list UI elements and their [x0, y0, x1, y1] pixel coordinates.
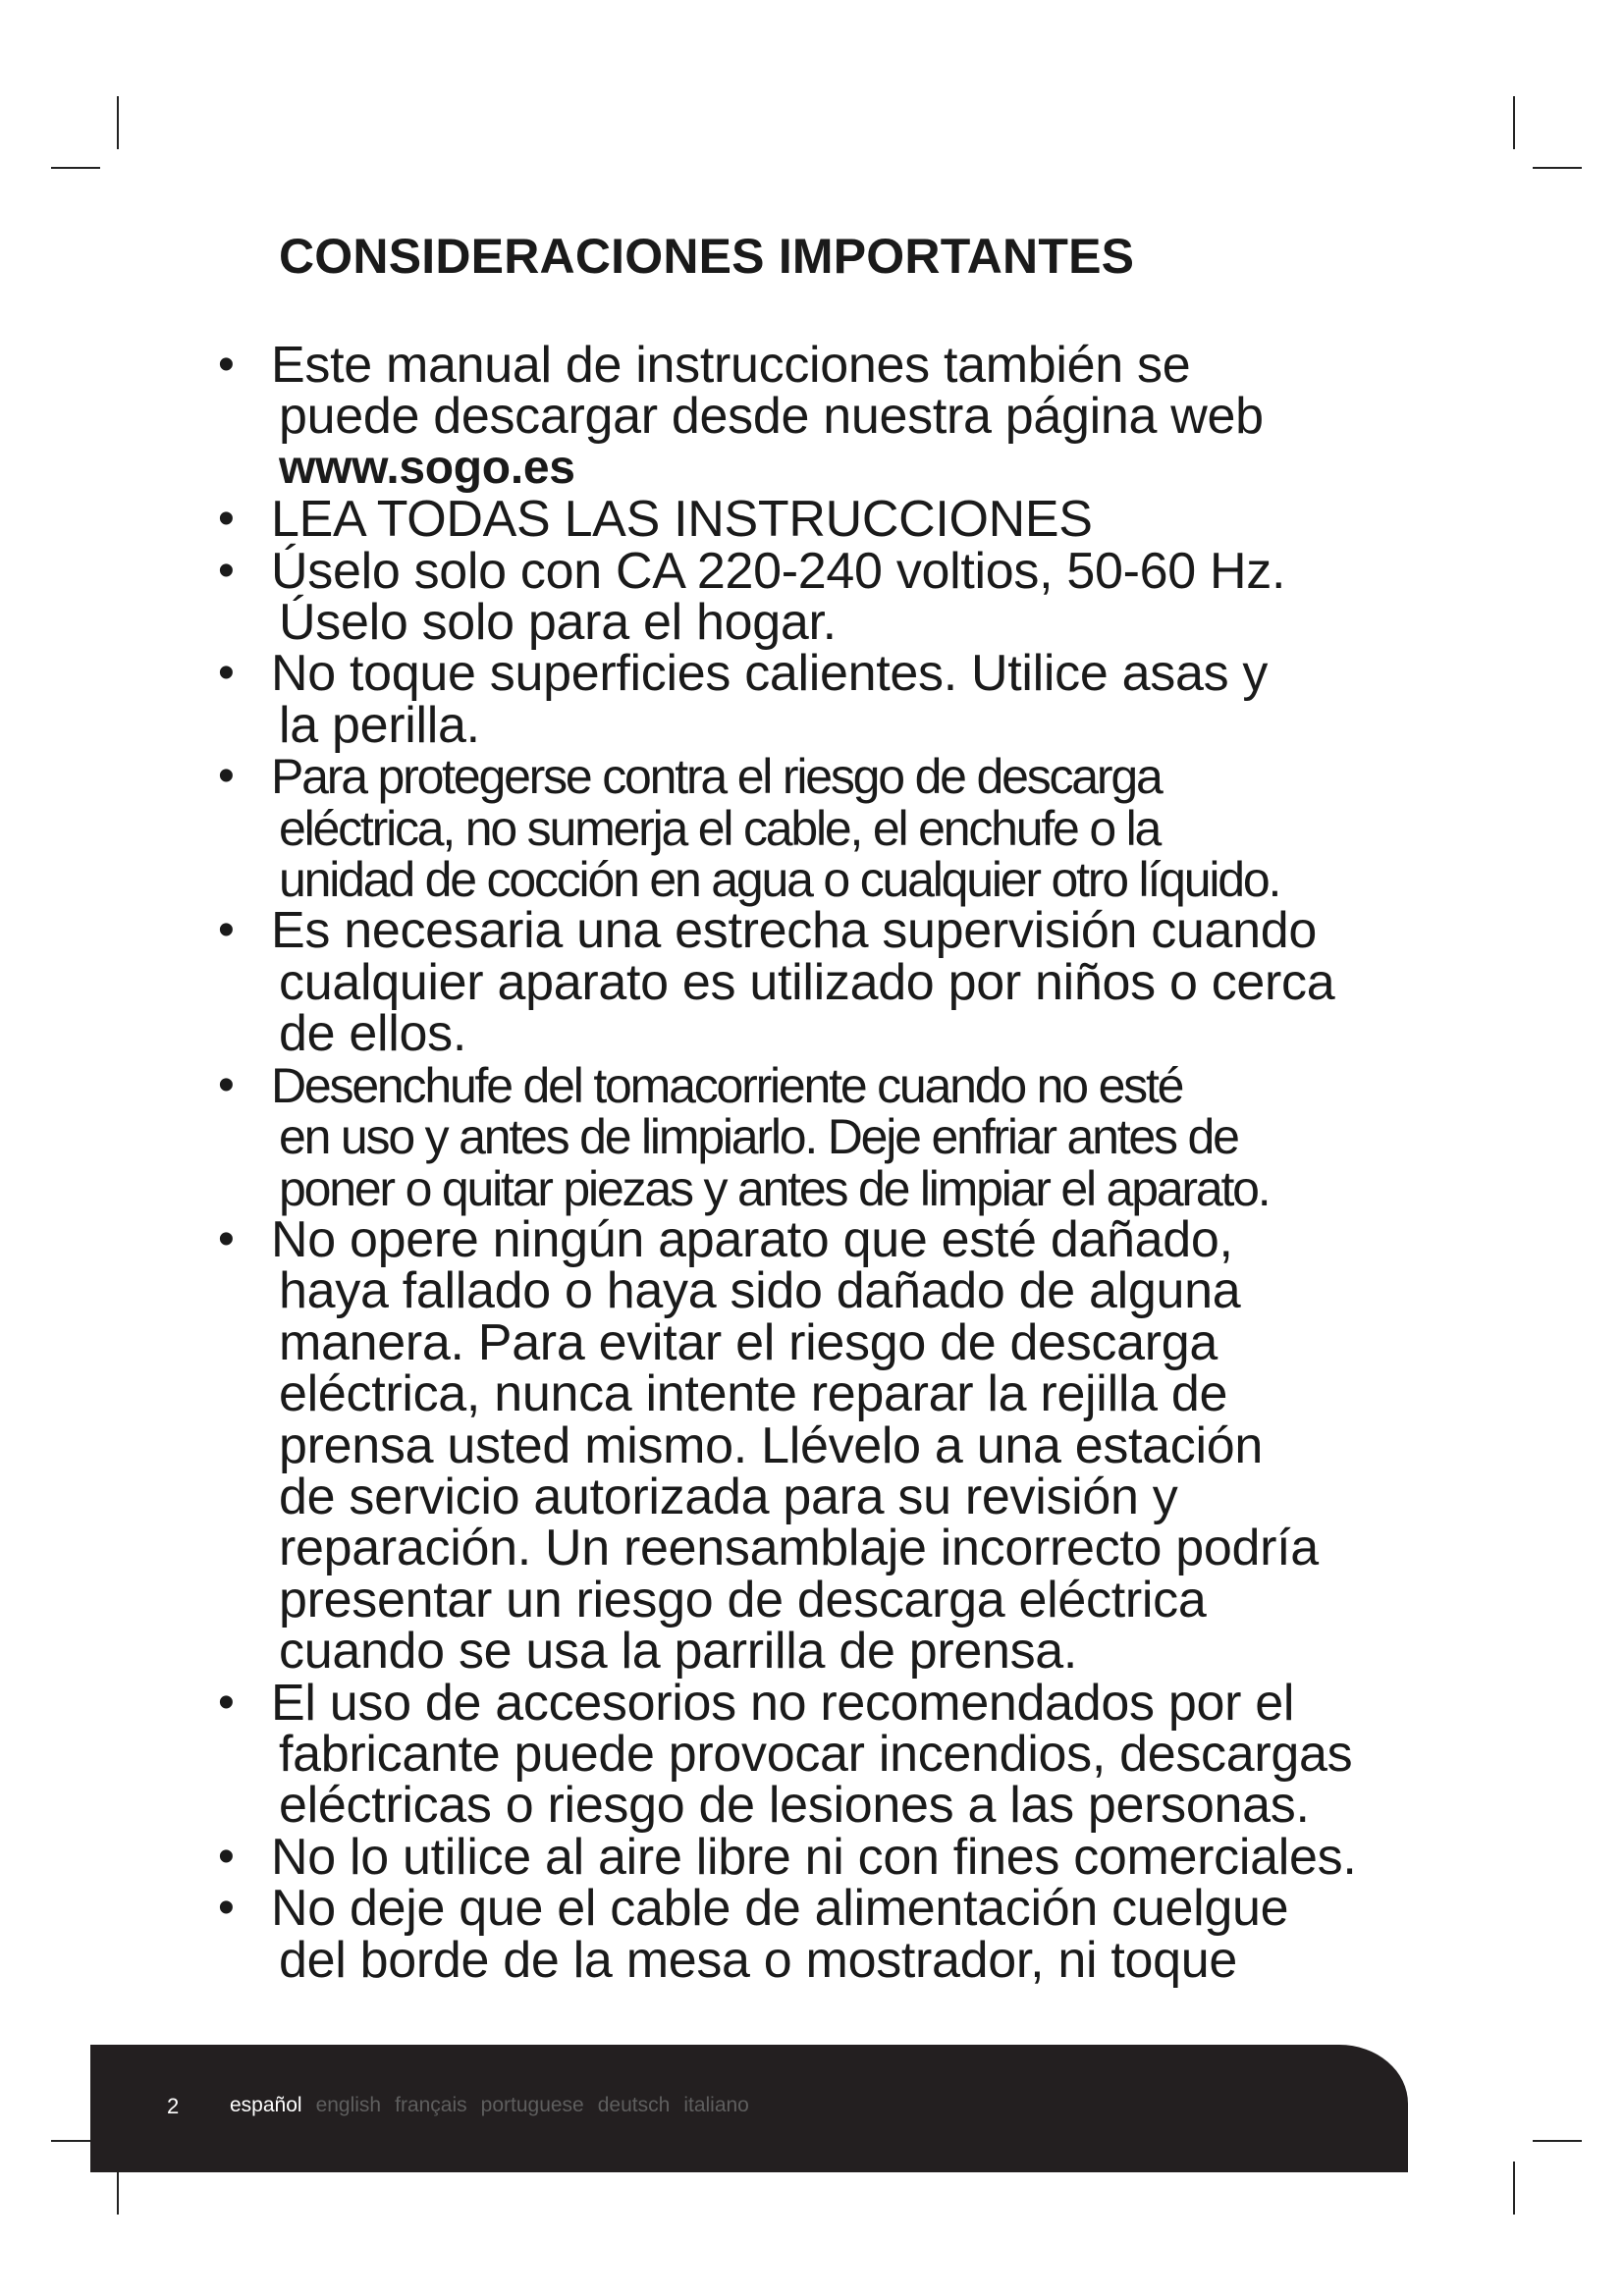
item-text-line: poner o quitar piezas y antes de limpiar el aparato. — [279, 1160, 1270, 1216]
crop-mark — [1513, 2162, 1515, 2215]
safety-list — [0, 337, 1624, 1989]
bullet-icon: • — [218, 493, 235, 546]
item-text-line: No opere ningún aparato que esté dañado, — [271, 1210, 1233, 1268]
list-item — [0, 1880, 1624, 1989]
crop-mark — [51, 167, 100, 169]
item-text-line: haya fallado o haya sido dañado de alguna — [279, 1262, 1241, 1320]
item-text-line: puede descargar desde nuestra página web — [279, 388, 1264, 446]
footer-bar — [90, 2045, 1408, 2172]
item-text-line: Para protegerse contra el riesgo de descarga — [271, 749, 1162, 805]
bullet-icon: • — [218, 1676, 235, 1729]
crop-mark — [1513, 96, 1515, 149]
item-text-line: No deje que el cable de alimentación cuelgue — [271, 1880, 1289, 1938]
list-item — [0, 1057, 1624, 1216]
item-text-line: la perilla. — [279, 696, 480, 754]
item-text-line: prensa usted mismo. Llévelo a una estación — [279, 1416, 1263, 1474]
website-link-text: www.sogo.es — [279, 441, 575, 494]
item-text-line: Úselo solo con CA 220-240 voltios, 50-60 Hz. — [271, 542, 1286, 600]
language-5[interactable]: italiano — [683, 2094, 749, 2116]
list-item — [0, 1210, 1624, 1681]
list-item — [0, 337, 1624, 494]
crop-mark — [1533, 2140, 1582, 2142]
bullet-icon: • — [218, 750, 235, 803]
list-item — [0, 1828, 1624, 1886]
language-3[interactable]: portuguese — [480, 2094, 584, 2116]
bullet-icon: • — [218, 1058, 235, 1111]
page-title: CONSIDERACIONES IMPORTANTES — [279, 229, 1135, 284]
item-text-line: manera. Para evitar el riesgo de descarga — [279, 1313, 1218, 1371]
item-text-line: cualquier aparato es utilizado por niños o cerca — [279, 953, 1335, 1011]
list-item — [0, 491, 1624, 549]
item-text-line: del borde de la mesa o mostrador, ni toque — [279, 1931, 1238, 1989]
item-text-line: presentar un riesgo de descarga eléctrica — [279, 1571, 1207, 1629]
list-item — [0, 749, 1624, 908]
crop-mark — [117, 96, 119, 149]
list-item — [0, 645, 1624, 754]
item-text-line: Este manual de instrucciones también se — [271, 337, 1191, 394]
item-text-line: en uso y antes de limpiarlo. Deje enfriar antes de — [279, 1109, 1238, 1165]
item-text-line: No toque superficies calientes. Utilice asas y — [271, 645, 1269, 703]
bullet-icon: • — [218, 339, 235, 391]
item-text-line: eléctrica, no sumerja el cable, el enchufe o la — [279, 800, 1161, 856]
item-text-line: fabricante puede provocar incendios, descargas — [279, 1725, 1353, 1783]
language-2[interactable]: français — [395, 2094, 467, 2116]
item-text-line: eléctricas o riesgo de lesiones a las personas. — [279, 1777, 1310, 1835]
item-text-line: unidad de cocción en agua o cualquier otro líquido. — [279, 852, 1280, 908]
list-item — [0, 902, 1624, 1063]
bullet-icon: • — [218, 1882, 235, 1935]
page-number: 2 — [167, 2094, 180, 2118]
bullet-icon: • — [218, 904, 235, 957]
language-1[interactable]: english — [315, 2094, 382, 2116]
crop-mark — [1533, 167, 1582, 169]
item-text-line: Es necesaria una estrecha supervisión cuando — [271, 902, 1318, 960]
bullet-icon: • — [218, 647, 235, 700]
bullet-icon: • — [218, 1830, 235, 1883]
item-text-line: cuando se usa la parrilla de prensa. — [279, 1623, 1078, 1681]
list-item — [0, 542, 1624, 652]
item-text-line: reparación. Un reensamblaje incorrecto podría — [279, 1520, 1319, 1577]
language-list — [230, 2094, 763, 2117]
item-text-line: de servicio autorizada para su revisión y — [279, 1468, 1178, 1525]
list-item — [0, 1674, 1624, 1835]
item-text-line: No lo utilice al aire libre ni con fines comerciales. — [271, 1828, 1357, 1886]
language-4[interactable]: deutsch — [597, 2094, 671, 2116]
item-text-line: Úselo solo para el hogar. — [279, 594, 837, 652]
bullet-icon: • — [218, 1212, 235, 1265]
language-0[interactable]: español — [230, 2094, 302, 2116]
item-text-line: Desenchufe del tomacorriente cuando no esté — [271, 1057, 1183, 1113]
bullet-icon: • — [218, 544, 235, 597]
item-text-line: El uso de accesorios no recomendados por el — [271, 1674, 1295, 1732]
item-text-line: de ellos. — [279, 1005, 466, 1063]
item-text-line: LEA TODAS LAS INSTRUCCIONES — [271, 491, 1093, 549]
item-text-line: eléctrica, nunca intente reparar la rejilla de — [279, 1365, 1228, 1423]
